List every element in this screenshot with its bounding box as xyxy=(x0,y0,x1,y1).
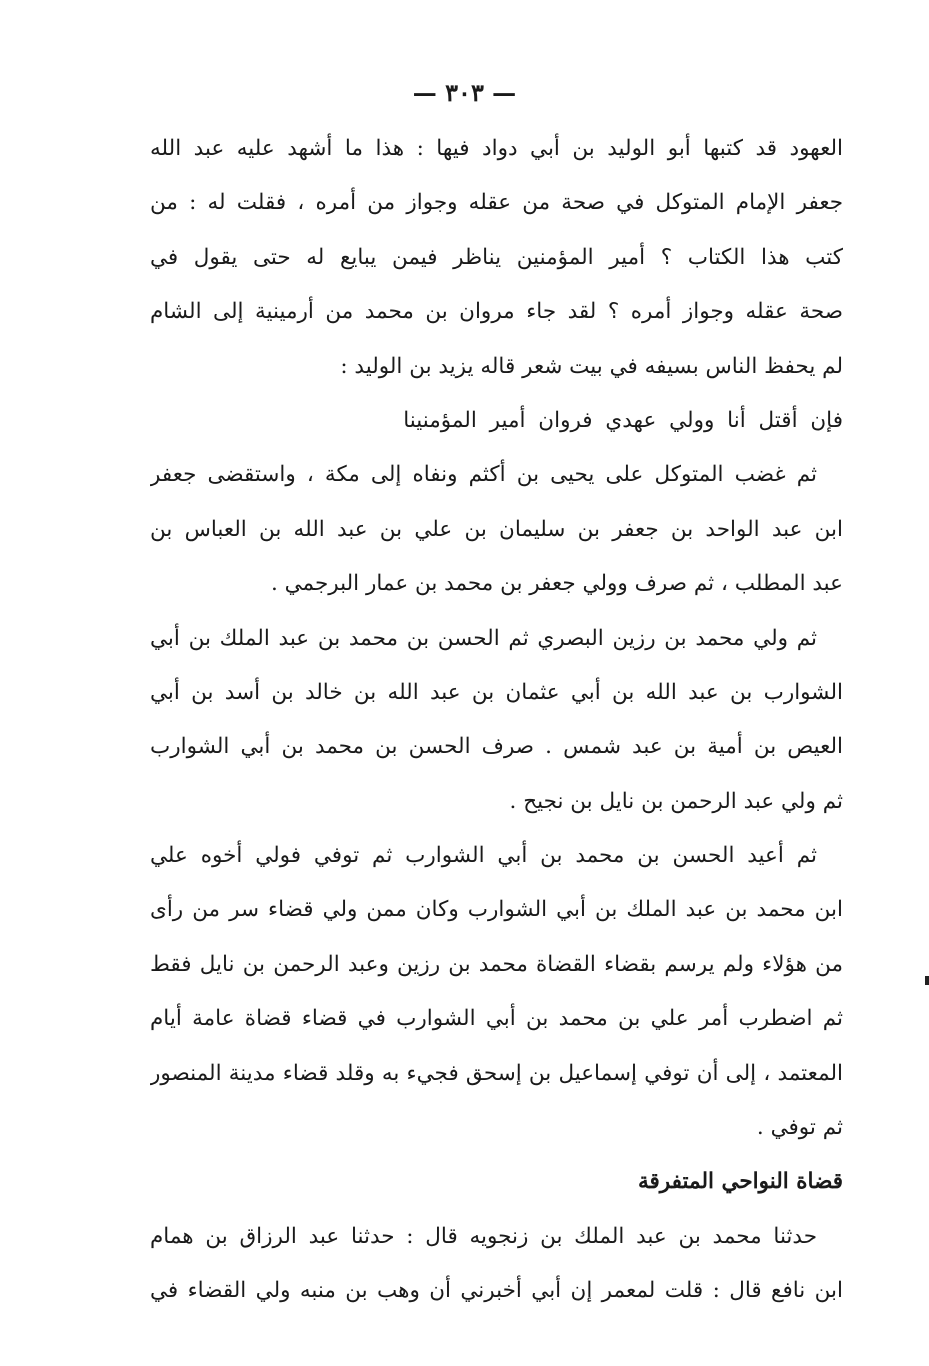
text-line: ثم ولي محمد بن رزين البصري ثم الحسن بن محمد بن عبد الملك بن أبي xyxy=(150,625,817,651)
text-line: العهود قد كتبها أبو الوليد بن أبي دواد فيها : هذا ما أشهد عليه عبد الله xyxy=(150,136,843,161)
text-line: حدثنا محمد بن عبد الملك بن زنجويه قال : حدثنا عبد الرزاق بن همام xyxy=(150,1223,817,1249)
text-line: ابن محمد بن عبد الملك بن أبي الشوارب وكان ممن ولي قضاء سر من رأى xyxy=(150,897,843,923)
margin-mark xyxy=(925,976,929,985)
text-line: من هؤلاء ولم يرسم بقضاء القضاة محمد بن رزين وعبد الرحمن بن نايل فقط xyxy=(150,951,843,977)
page-number: — ٣٠٣ — xyxy=(412,78,517,107)
text-line: صحة عقله وجواز أمره ؟ لقد جاء مروان بن محمد من أرمينية إلى الشام xyxy=(150,299,843,325)
text-line: ثم توفي . xyxy=(756,1115,843,1141)
text-line: عبد المطلب ، ثم صرف وولي جعفر بن محمد بن عمار البرجمي . xyxy=(270,571,843,597)
verse-line: فإن أقتل أنا وولي عهدي فروان أمير المؤمنينا xyxy=(403,407,843,433)
text-line: الشوارب بن عبد الله بن أبي عثمان بن عبد الله بن خالد بن أسد بن أبي xyxy=(150,679,843,705)
text-line: المعتمد ، إلى أن توفي إسماعيل بن إسحق فجيء به وقلد قضاء مدينة المنصور xyxy=(150,1060,843,1086)
text-line: كتب هذا الكتاب ؟ أمير المؤمنين يناظر فيمن يبايع له حتى يقول في xyxy=(150,244,843,270)
text-line: العيص بن أمية بن عبد شمس . صرف الحسن بن محمد بن أبي الشوارب xyxy=(150,734,843,760)
body-text xyxy=(150,122,843,1319)
text-line: ابن نافع قال : قلت لمعمر إن أبي أخبرني أن وهب بن منبه ولي القضاء في xyxy=(150,1278,843,1304)
text-line: جعفر الإمام المتوكل في صحة من عقله وجواز من أمره ، فقلت له : من xyxy=(150,190,843,216)
section-heading: قضاة النواحي المتفرقة xyxy=(638,1169,843,1195)
text-line: ثم ولي عبد الرحمن بن نايل بن نجيح . xyxy=(509,788,843,814)
text-line: ثم غضب المتوكل على يحيى بن أكثم ونفاه إلى مكة ، واستقضى جعفر xyxy=(150,462,817,488)
text-line: ابن عبد الواحد بن جعفر بن سليمان بن علي بن عبد الله بن العباس بن xyxy=(150,516,843,542)
text-line: ثم أعيد الحسن بن محمد بن أبي الشوارب ثم توفي فولي أخوه علي xyxy=(150,843,817,869)
text-line: ثم اضطرب أمر علي بن محمد بن أبي الشوارب في قضاء قضاة عامة أيام xyxy=(150,1006,843,1032)
text-line: لم يحفظ الناس بسيفه في بيت شعر قاله يزيد بن الوليد : xyxy=(340,353,843,379)
